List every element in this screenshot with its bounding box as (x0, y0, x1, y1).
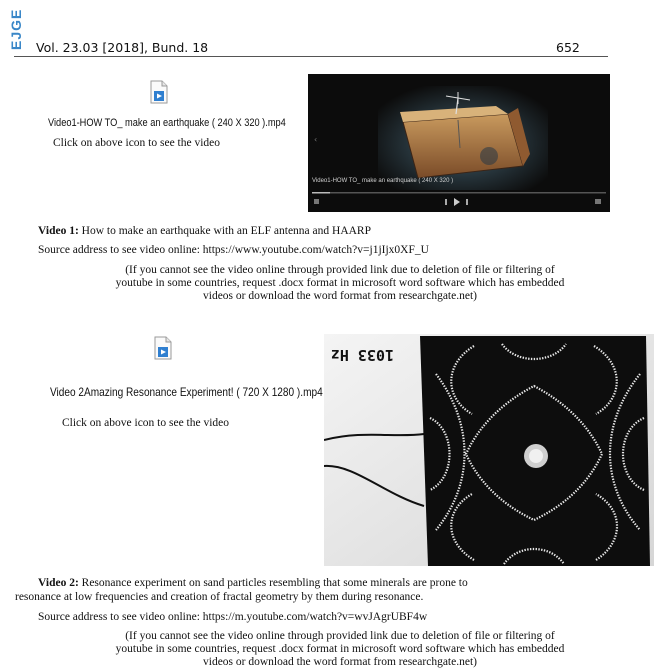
page-number: 652 (556, 40, 580, 55)
video2-source[interactable]: Source address to see video online: https://m.youtube.com/watch?v=wvJAgrUBF4w (38, 611, 428, 623)
video2-file-name[interactable]: Video 2Amazing Resonance Experiment! ( 720 X 1280 ).mp4 (50, 385, 323, 399)
video-file-icon[interactable] (150, 80, 168, 104)
video1-file-name[interactable]: Video1-HOW TO_ make an earthquake ( 240 X 320 ).mp4 (48, 117, 286, 129)
video1-note-line2: youtube in some countries, request .docx format in microsoft word software which has embedded (115, 277, 565, 289)
header-rule (14, 56, 608, 57)
video1-caption-text: How to make an earthquake with an ELF antenna and HAARP (78, 225, 371, 237)
journal-logo: EJGE (8, 8, 24, 50)
video1-note-line1: (If you cannot see the video online through provided link due to deletion of file or filtering of (125, 264, 555, 276)
video2-thumbnail[interactable] (324, 334, 654, 566)
video1-caption-label: Video 1: (38, 225, 79, 237)
video2-note-line3: videos or download the word format from researchgate.net) (203, 656, 477, 668)
video1-note-line3: videos or download the word format from researchgate.net) (203, 290, 477, 302)
frequency-label: 1033 Hz (330, 346, 394, 364)
video1-note (20, 264, 660, 303)
video2-note-line1: (If you cannot see the video online through provided link due to deletion of file or filtering of (125, 630, 555, 642)
video2-caption-line2: resonance at low frequencies and creation of fractal geometry by them during resonance. (15, 591, 424, 603)
video2-caption-line1 (38, 577, 468, 589)
video1-source[interactable]: Source address to see video online: https://www.youtube.com/watch?v=j1jIjx0XF_U (38, 244, 429, 256)
volume-info: Vol. 23.03 [2018], Bund. 18 (36, 40, 209, 55)
video1-caption (38, 225, 371, 237)
video1-player-title: Video1-HOW TO_ make an earthquake ( 240 X 320 ) (312, 178, 454, 184)
video2-caption-text-line1: Resonance experiment on sand particles resembling that some minerals are prone to (78, 577, 468, 589)
svg-text:‹: ‹ (314, 135, 318, 144)
video-file-icon[interactable] (154, 336, 172, 360)
video2-caption-label: Video 2: (38, 577, 79, 589)
video1-click-hint: Click on above icon to see the video (53, 137, 221, 149)
video2-note (20, 630, 660, 669)
video2-note-line2: youtube in some countries, request .docx format in microsoft word software which has embedded (115, 643, 565, 655)
video1-player[interactable] (308, 74, 610, 212)
video2-click-hint: Click on above icon to see the video (62, 417, 230, 429)
